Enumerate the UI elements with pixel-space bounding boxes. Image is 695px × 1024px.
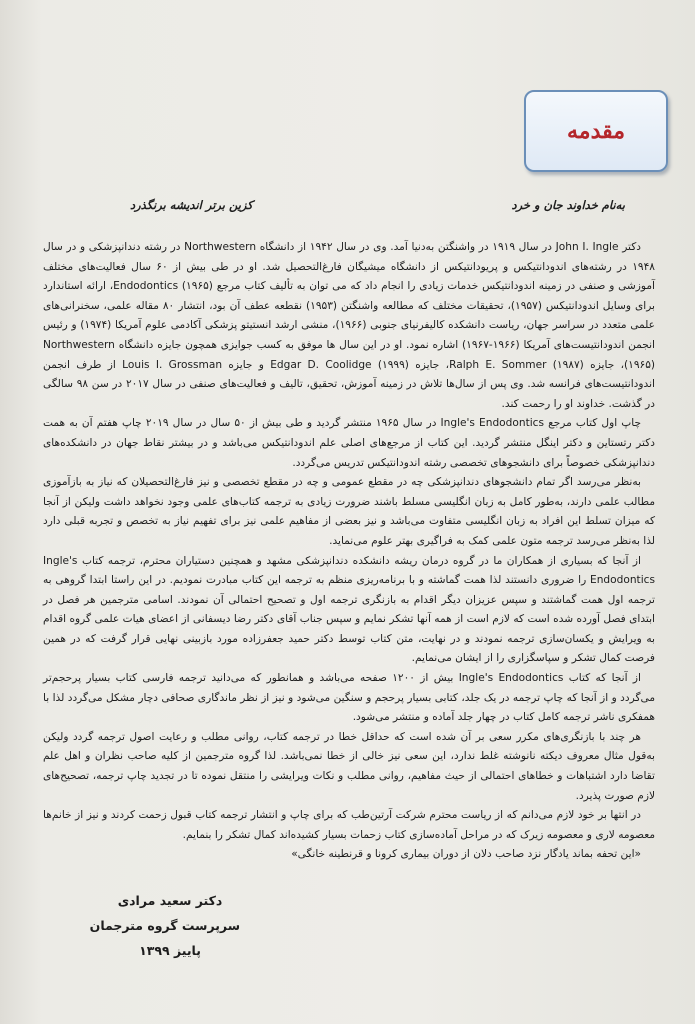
paragraph-2: چاپ اول کتاب مرجع Ingle's Endodontics در سال ۱۹۶۵ منتشر گردید و طی بیش از ۵۰ سال در سال ۲۰۱۹ چاپ هفتم آن به همت دکتر رتستاین و دکتر اینگل منتشر گردید. این کتاب از مرجع‌های اصلی علم اندودانتیکس می‌باشد و در بیشتر نقاط جهان در دانشکده‌های دندانپزشکی خصوصاً برای دانشجوهای تخصصی رشته اندودانتیکس تدریس می‌گردد. — [43, 417, 655, 469]
opening-verse — [130, 198, 625, 218]
signature-name: دکتر سعید مرادی — [117, 893, 223, 908]
signature-block — [89, 888, 240, 963]
title-box — [524, 90, 668, 172]
paragraph-5: از آنجا که کتاب Ingle's Endodontics بیش از ۱۲۰۰ صفحه می‌باشد و همانطور که می‌دانید ترجمه فارسی کتاب بسیار پرحجم‌تر می‌گردد و از آنجا که چاپ ترجمه در یک جلد، کتابی بسیار پرحجم و سنگین می‌شود و نیز از نظر ماندگاری صحافی دچار مشکل می‌گردد لذا با همفکری ناشر ترجمه کامل کتاب در چهار جلد آماده و منتشر می‌شود. — [43, 672, 655, 724]
signature-role: سرپرست گروه مترجمان — [89, 918, 240, 933]
closing-quote: «این تحفه بماند یادگار نزد صاحب دلان از دوران بیماری کرونا و قرنطینه خانگی» — [291, 848, 641, 861]
paragraph-1: دکتر John I. Ingle در سال ۱۹۱۹ در واشنگتن به‌دنیا آمد. وی در سال ۱۹۴۲ از دانشگاه Northwestern در رشته دندانپزشکی و در سال ۱۹۴۸ در رشته‌های اندودانتیکس و پریودانتیکس از دانشگاه میشیگان فارغ‌التحصیل شد. او در طی بیش از ۶۰ سال فعالیت‌های مختلف آموزشی و صنفی در زمینه اندودانتیکس خدمات زیادی را انجام داد که می توان به تألیف کتاب مرجع Endodontics (۱۹۶۵)، ارائه استاندارد برای وسایل اندودانتیکس (۱۹۵۷)، تحقیقات مختلف که مطالعه واشنگتن (۱۹۵۳) نقطعه عطف آن بود، انتشار ۸۰ مقاله علمی، سخنرانی‌های علمی متعدد در سراسر جهان، ریاست دانشکده کالیفرنیای جنوبی (۱۹۶۶)، منشی ارشد انستیتو پزشکی آکادمی علوم آمریکا (۱۹۷۴) و رئیس انجمن اندودانتیست‌های آمریکا (۱۹۶۶-۱۹۶۷) اشاره نمود. او در این سال ها موفق به کسب جوایزی همچون جایزه دانشگاه Northwestern (۱۹۶۵)، جایزه Ralph E. Sommer (۱۹۸۷)، جایزه Edgar D. Coolidge (۱۹۹۹) و جایزه Louis I. Grossman از طرف انجمن اندودانتیست‌های فرانسه شد. وی پس از سال‌ها تلاش در زمینه آموزش، تحقیق، تالیف و فعالیت‌های صنفی در سال ۲۰۱۷ در سن ۹۸ سالگی در گذشت. خداوند او را رحمت کند. — [43, 241, 656, 410]
paragraph-7: در انتها بر خود لازم می‌دانم که از ریاست محترم شرکت آرتین‌طب که برای چاپ و انتشار ترجمه کتاب قبول زحمت کردند و نیز از خانم‌ها معصومه لاری و معصومه زیرک که در مراحل آماده‌سازی کتاب زحمات بسیار کشیده‌اند کمال تشکر را بنمایم. — [43, 809, 655, 841]
preface-body — [43, 238, 655, 865]
paragraph-6: هر چند با بازنگری‌های مکرر سعی بر آن شده است که حداقل خطا در ترجمه کتاب، روانی مطلب و رعایت اصول ترجمه گردد ولیکن به‌قول مثال معروف دیکته نانوشته غلط ندارد، این سعی نیز خالی از خطا نمی‌باشد. لذا گروه مترجمین از کلیه صاحب نظران و اهل علم تقاضا دارد اشتباهات و خطاهای احتمالی از حیث مفاهیم، روانی مطلب و نکات ویرایشی را منتقل نموده تا در تجدید چاپ ترجمه، تصحیح‌های لازم صورت پذیرد. — [43, 730, 655, 802]
paragraph-4: از آنجا که بسیاری از همکاران ما در گروه درمان ریشه دانشکده دندانپزشکی مشهد و همچنین دستیاران محترم، ترجمه کتاب Ingle's Endodontics را ضروری دانستند لذا همت گماشته و با برنامه‌ریزی منظم به ترجمه این کتاب مبادرت نمودیم. در این راستا ابتدا گروهی به ترجمه اول همت گماشتند و سپس عزیزان دیگر اقدام به بازنگری ترجمه اول و تصحیح احتمالی آن نمودند. اسامی مترجمین هر فصل در ابتدای فصل آورده شده است که لازم است از همه آنها تشکر نمایم و سپس جناب آقای دکتر رضا دیسفانی از اعضای هیات علمی گروه اقدام به ویرایش و یکسان‌سازی ترجمه نمودند و در نهایت، متن کتاب توسط دکتر حمید جعفرزاده مورد بازبینی نهایی قرار گرفت که در همین فرصت کمال تشکر و سپاسگزاری را از ایشان می‌نمایم. — [43, 554, 655, 665]
signature-date: پاییز ۱۳۹۹ — [139, 943, 201, 958]
verse-left: کزین برتر اندیشه برنگذرد — [130, 198, 253, 212]
verse-right: به‌نام خداوند جان و خرد — [511, 198, 625, 212]
page-title: مقدمه — [566, 118, 626, 144]
paragraph-3: به‌نظر می‌رسد اگر تمام دانشجوهای دندانپزشکی چه در مقطع عمومی و چه در مقطع تخصصی و نیز فارغ‌التحصیلان که نیاز به بازآموزی مطالب علمی دارند، به‌طور کامل به زبان انگلیسی مسلط باشند ضرورت زیادی به ترجمه کتاب‌های علمی وجود نخواهد داشت ولیکن از آنجا که میزان تسلط این افراد به زبان انگلیسی متفاوت می‌باشد و نیز بعضی از مفاهیم علمی نیز برای تفهیم نیاز به تخصص و تجربه قبلی دارد لذا به‌نظر می‌رسد ترجمه متون علمی کمک به فراگیری بهتر علوم می‌نماید. — [43, 476, 655, 547]
